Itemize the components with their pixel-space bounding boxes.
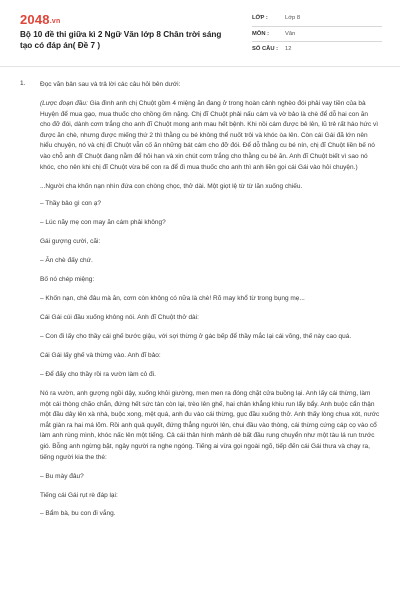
- logo-main-text: 2048: [20, 12, 50, 27]
- meta-value-question-count: 12: [285, 46, 292, 53]
- story-paragraph: Cái Gái cúi đầu xuống không nói. Anh đĩ Chuột thở dài:: [40, 314, 199, 322]
- story-paragraph: – Bu mày đâu?: [40, 472, 84, 480]
- story-paragraph: – Lúc nãy mẹ con may ăn cám phải không?: [40, 219, 166, 227]
- question-content: [40, 80, 380, 528]
- story-paragraph: – Bẩm bà, bu con đi vắng.: [40, 510, 116, 518]
- story-paragraph: – Thầy bảo gì con ạ?: [40, 200, 101, 208]
- story-paragraph: Gái gượng cười, cãi:: [40, 238, 101, 246]
- meta-row-question-count: [252, 42, 382, 57]
- meta-value-grade: Lớp 8: [285, 15, 301, 22]
- story-paragraph: – Con đi lấy cho thầy cái ghế bước giậu, với sợi thừng ở gác bếp để thầy mắc lại cái võng, thế này cao quá.: [40, 333, 352, 341]
- document-meta-table: [252, 11, 382, 57]
- meta-key-grade: LỚP :: [252, 15, 268, 22]
- story-paragraph: ...Người cha khốn nạn nhìn đứa con chòng chọc, thở dài. Một giọt lệ từ từ lăn xuống chiếu.: [40, 182, 303, 190]
- header-divider: [0, 66, 400, 67]
- page-header: [0, 0, 400, 62]
- logo-tld-text: .vn: [49, 18, 61, 25]
- story-paragraph: – Ăn chè đấy chứ.: [40, 257, 93, 265]
- lead-label: (Lược đoạn đầu:: [40, 99, 88, 107]
- site-logo[interactable]: [20, 12, 60, 27]
- question-number: 1.: [20, 80, 26, 87]
- document-title: Bộ 10 đề thi giữa kì 2 Ngữ Văn lớp 8 Chân trời sáng tạo có đáp án( Đề 7 ): [20, 30, 222, 50]
- story-paragraph: – Khốn nạn, chè đâu mà ăn, cơm còn không có nữa là chè! Rõ may khổ từ trong bụng mẹ...: [40, 295, 305, 303]
- meta-row-subject: [252, 27, 382, 43]
- meta-row-grade: [252, 11, 382, 27]
- lead-text: Gia đình anh chị Chuột gồm 4 miệng ăn đang ở trong hoàn cảnh nghèo đói phải vay tiền của bà Huyện để mua gạo, mua thuốc cho chồng ốm nặng. Chị đĩ Chuột phải nấu cám và vờ bảo là chè để dỗ hai con ăn cho đỡ đói, dành cơm trắng cho anh đĩ Chuột mong anh mau hết bệnh. Khi nồi cám được bê lên, lũ trẻ rất háo hức vì được ăn chè, nhưng được miếng thứ 2 thì thằng cu bé không thể nuốt trôi và khóc òa lên. Còn cái Gái đã lớn nên hiểu chuyện, nó và chị đĩ Chuột vẫn cố ăn những bát cám cho đỡ đói. Để dỗ thằng cu bé nín, chị đĩ Chuột liền bế nó vào chỗ anh đĩ Chuột đang nằm để hỏi han và xin chút cơm trắng cho thằng cu bé ăn. Anh đĩ Chuột biết vì sao nó khóc, cho nên khi chị đĩ Chuột vừa bế con ra để đi mua thuốc cho anh thì anh liền gọi cái Gái vào hỏi chuyện.): [40, 99, 379, 171]
- question-prompt: Đọc văn bản sau và trả lời các câu hỏi bên dưới:: [40, 81, 181, 88]
- meta-key-subject: MÔN :: [252, 30, 270, 37]
- story-paragraph: – Để đấy cho thầy rồi ra vườn làm cỏ đi.: [40, 370, 156, 378]
- lead-summary: [40, 99, 380, 173]
- meta-value-subject: Văn: [285, 30, 296, 37]
- story-paragraph: Tiếng cái Gái rụt rè đáp lại:: [40, 491, 118, 499]
- story-paragraph: Nó ra vườn, anh gượng ngồi dậy, xuống khỏi giường, men men ra đóng chặt cửa buồng lại. Anh lấy cái thừng, làm một cái thòng chão chắn, đứng hết sức tàn còn lại, trèo lên ghế, hai chân khẳng khiu run lẩy bẩy. Anh buộc cẩn thận một đầu dây lên xà nhà, buộc xong, mệt quá, anh đu vào cái thừng, gục đầu xuống thở. Anh thấy lòng chua xót, nước mắt giàn ra hai má lõm. Rồi anh quả quyết, đứng thẳng người lên, chui đầu vào thòng, cái thừng cứng cáp cọ vào cổ làm anh rùng mình, khóc nấc lên một tiếng. Cả cái thân hình mảnh dẻ bất đầu rung chuyển như một tàu lá run trước gió. Bỗng anh ngừng bặt, ngây người ra nghe ngóng. Tiếng ai vừa gọi ngoài ngõ, tiếp đến cái Gái thưa và chạy ra, tiếng người kia the thé:: [40, 389, 380, 461]
- story-paragraph: Bố nó chép miệng:: [40, 276, 95, 284]
- story-paragraph: Cái Gái lấy ghế và thừng vào. Anh đĩ bảo:: [40, 352, 161, 359]
- meta-key-question-count: SỐ CÂU :: [252, 46, 279, 53]
